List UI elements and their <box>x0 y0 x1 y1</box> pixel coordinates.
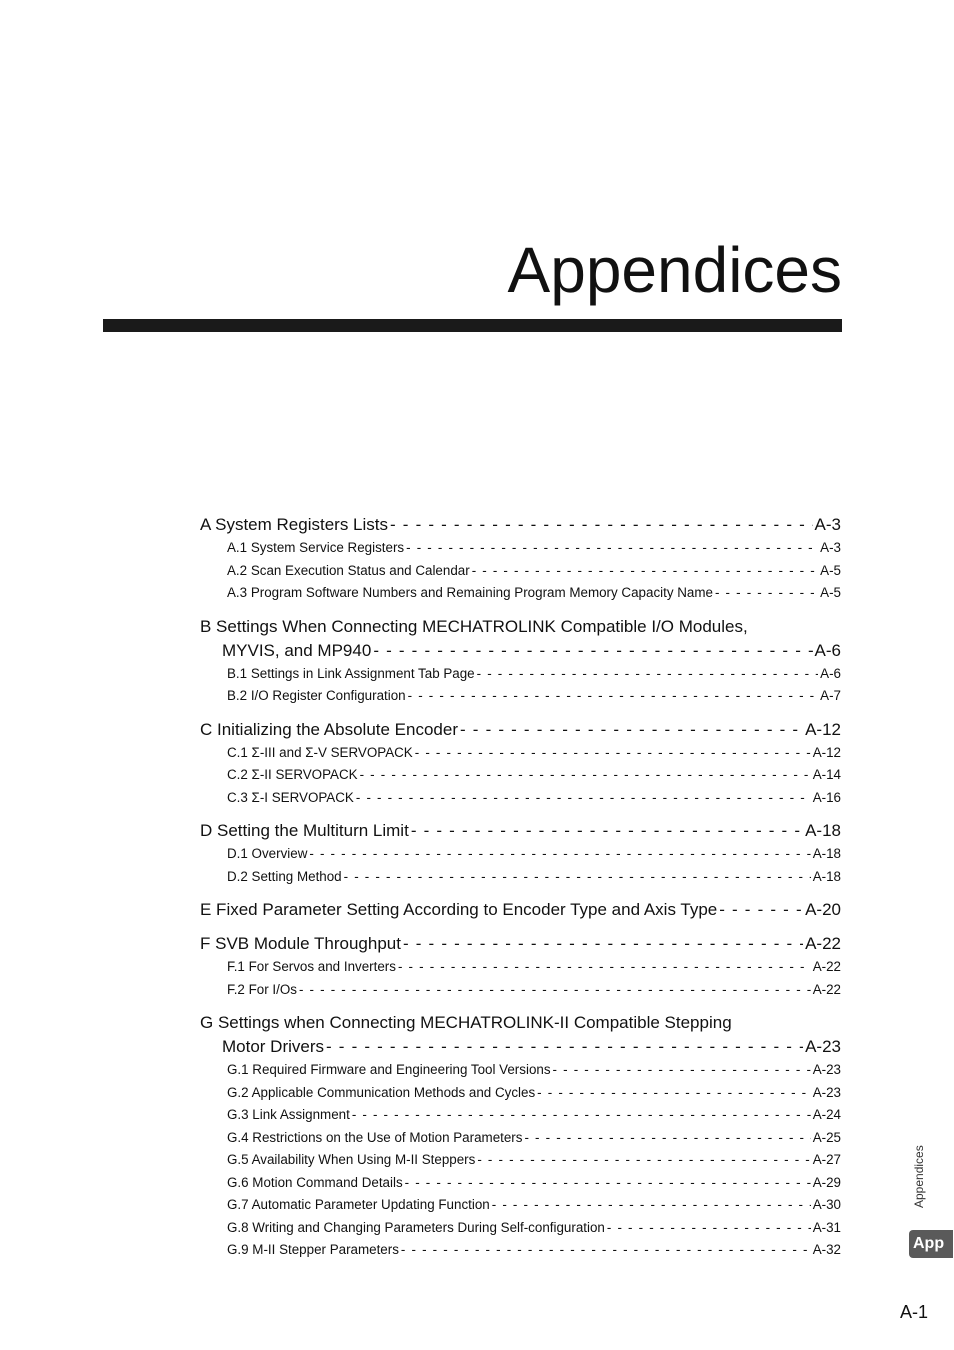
section-tab[interactable]: App <box>909 1230 953 1258</box>
toc-chapter-entry[interactable] <box>200 513 841 537</box>
toc-section-entry[interactable] <box>200 1059 841 1082</box>
toc-chapter-entry[interactable] <box>200 615 841 639</box>
dot-leader <box>390 513 813 537</box>
toc-section-title: A.2 Scan Execution Status and Calendar <box>227 562 470 578</box>
toc-section-entry[interactable] <box>200 1239 841 1262</box>
dot-leader <box>398 956 811 979</box>
table-of-contents <box>200 513 841 1262</box>
toc-section-entry[interactable] <box>200 843 841 866</box>
dot-leader <box>537 1082 811 1105</box>
toc-chapter <box>200 513 841 605</box>
dot-leader <box>326 1035 803 1059</box>
toc-page-ref: A-32 <box>812 1242 841 1257</box>
toc-page-ref: A-5 <box>820 585 841 600</box>
toc-page-ref: A-23 <box>805 1037 841 1056</box>
dot-leader <box>719 898 803 922</box>
toc-page-ref: A-7 <box>820 688 841 703</box>
toc-section-entry[interactable] <box>200 685 841 708</box>
toc-section-entry[interactable] <box>200 1149 841 1172</box>
toc-page-ref: A-23 <box>812 1062 841 1077</box>
toc-section-entry[interactable] <box>200 537 841 560</box>
toc-section-entry[interactable] <box>200 1104 841 1127</box>
dot-leader <box>492 1194 811 1217</box>
toc-section-title: G.9 M-II Stepper Parameters <box>227 1242 399 1257</box>
toc-chapter-entry[interactable] <box>200 1011 841 1035</box>
toc-page-ref: A-22 <box>812 959 841 974</box>
toc-page-ref: A-18 <box>805 821 841 840</box>
toc-section-title: D.2 Setting Method <box>227 868 342 884</box>
toc-chapter-entry[interactable] <box>200 898 841 922</box>
dot-leader <box>405 1172 811 1195</box>
dot-leader <box>477 1149 810 1172</box>
toc-page-ref: A-29 <box>812 1174 841 1190</box>
toc-page-ref: A-31 <box>812 1219 841 1235</box>
toc-section-entry[interactable] <box>200 956 841 979</box>
toc-page-ref: A-22 <box>805 934 841 953</box>
toc-chapter-entry[interactable] <box>200 718 841 742</box>
page-title: Appendices <box>507 234 842 306</box>
toc-section-entry[interactable] <box>200 1194 841 1217</box>
toc-section-entry[interactable] <box>200 866 841 889</box>
toc-chapter-entry[interactable] <box>200 819 841 843</box>
dot-leader <box>553 1059 811 1082</box>
toc-chapter <box>200 1011 841 1262</box>
toc-section-entry[interactable] <box>200 979 841 1002</box>
toc-section-title: F.1 For Servos and Inverters <box>227 959 396 974</box>
toc-chapter-title: B Settings When Connecting MECHATROLINK Compatible I/O Modules, <box>200 616 748 636</box>
toc-page-ref: A-12 <box>812 744 841 760</box>
dot-leader <box>373 639 812 663</box>
dot-leader <box>524 1127 810 1150</box>
toc-section-entry[interactable] <box>200 1217 841 1240</box>
toc-page-ref: A-24 <box>812 1107 841 1122</box>
toc-page-ref: A-30 <box>812 1197 841 1212</box>
toc-page-ref: A-20 <box>805 900 841 919</box>
toc-section-title: G.7 Automatic Parameter Updating Function <box>227 1197 490 1212</box>
dot-leader <box>401 1239 811 1262</box>
toc-page-ref: A-27 <box>812 1152 841 1167</box>
dot-leader <box>309 843 810 866</box>
toc-chapter-title: D Setting the Multiturn Limit <box>200 821 409 840</box>
toc-page-ref: A-12 <box>805 719 841 739</box>
toc-chapter-entry[interactable] <box>200 1035 841 1059</box>
toc-section-entry[interactable] <box>200 560 841 583</box>
toc-chapter-title: F SVB Module Throughput <box>200 934 401 953</box>
toc-page-ref: A-18 <box>812 846 841 861</box>
toc-section-entry[interactable] <box>200 742 841 765</box>
toc-section-entry[interactable] <box>200 663 841 686</box>
toc-page-ref: A-23 <box>812 1084 841 1100</box>
toc-page-ref: A-18 <box>812 868 841 884</box>
toc-section-title: G.4 Restrictions on the Use of Motion Parameters <box>227 1129 523 1145</box>
toc-page-ref: A-6 <box>814 640 841 660</box>
toc-chapter <box>200 932 841 1001</box>
toc-chapter-title: A System Registers Lists <box>200 515 389 534</box>
toc-section-title: A.1 System Service Registers <box>227 540 405 555</box>
dot-leader <box>356 787 811 810</box>
dot-leader <box>299 979 811 1002</box>
toc-section-title: G.3 Link Assignment <box>227 1107 350 1122</box>
toc-section-entry[interactable] <box>200 1172 841 1195</box>
side-section-label: Appendices <box>912 1145 926 1208</box>
toc-section-title: C.2 Σ-II SERVOPACK <box>227 767 358 782</box>
dot-leader <box>477 663 819 686</box>
dot-leader <box>411 819 803 843</box>
toc-section-title: G.1 Required Firmware and Engineering Tool Versions <box>227 1062 551 1077</box>
toc-chapter-title: E Fixed Parameter Setting According to Encoder Type and Axis Type <box>200 900 718 919</box>
toc-section-title: G.5 Availability When Using M-II Steppers <box>227 1152 476 1167</box>
dot-leader <box>352 1104 811 1127</box>
toc-page-ref: A-5 <box>820 562 841 578</box>
toc-section-entry[interactable] <box>200 1082 841 1105</box>
toc-section-title: C.1 Σ-III and Σ-V SERVOPACK <box>227 744 413 760</box>
toc-section-title: B.1 Settings in Link Assignment Tab Page <box>227 665 475 681</box>
page-number: A-1 <box>900 1302 929 1322</box>
toc-page-ref: A-14 <box>812 767 841 782</box>
toc-section-title: A.3 Program Software Numbers and Remaining Program Memory Capacity Name <box>227 585 713 600</box>
dot-leader <box>415 742 811 765</box>
toc-section-title: G.6 Motion Command Details <box>227 1174 403 1190</box>
dot-leader <box>607 1217 811 1240</box>
dot-leader <box>360 764 811 787</box>
toc-page-ref: A-3 <box>814 515 841 534</box>
toc-page-ref: A-25 <box>812 1129 841 1145</box>
toc-section-title: D.1 Overview <box>227 846 308 861</box>
toc-chapter-title: C Initializing the Absolute Encoder <box>200 719 458 739</box>
toc-chapter <box>200 898 841 922</box>
toc-page-ref: A-22 <box>812 981 841 997</box>
toc-section-title: G.8 Writing and Changing Parameters During Self-configuration <box>227 1219 605 1235</box>
toc-section-title: G.2 Applicable Communication Methods and Cycles <box>227 1084 536 1100</box>
toc-page-ref: A-3 <box>820 540 841 555</box>
toc-chapter <box>200 819 841 888</box>
toc-chapter-title: Motor Drivers <box>222 1037 325 1056</box>
toc-chapter-title: MYVIS, and MP940 <box>222 640 372 660</box>
title-rule <box>103 319 842 332</box>
toc-chapter <box>200 615 841 708</box>
toc-chapter-entry[interactable] <box>200 639 841 663</box>
dot-leader <box>406 537 818 560</box>
dot-leader <box>344 866 811 889</box>
toc-section-title: B.2 I/O Register Configuration <box>227 688 406 703</box>
toc-section-entry[interactable] <box>200 582 841 605</box>
toc-page-ref: A-16 <box>812 789 841 805</box>
toc-page-ref: A-6 <box>820 665 841 681</box>
toc-chapter-title: G Settings when Connecting MECHATROLINK-II Compatible Stepping <box>200 1013 732 1032</box>
dot-leader <box>460 718 803 742</box>
toc-section-title: C.3 Σ-I SERVOPACK <box>227 789 354 805</box>
dot-leader <box>403 932 803 956</box>
toc-chapter <box>200 718 841 810</box>
toc-section-title: F.2 For I/Os <box>227 981 297 997</box>
toc-chapter-entry[interactable] <box>200 932 841 956</box>
toc-section-entry[interactable] <box>200 787 841 810</box>
toc-section-entry[interactable] <box>200 764 841 787</box>
dot-leader <box>715 582 818 605</box>
toc-section-entry[interactable] <box>200 1127 841 1150</box>
dot-leader <box>472 560 818 583</box>
dot-leader <box>408 685 819 708</box>
